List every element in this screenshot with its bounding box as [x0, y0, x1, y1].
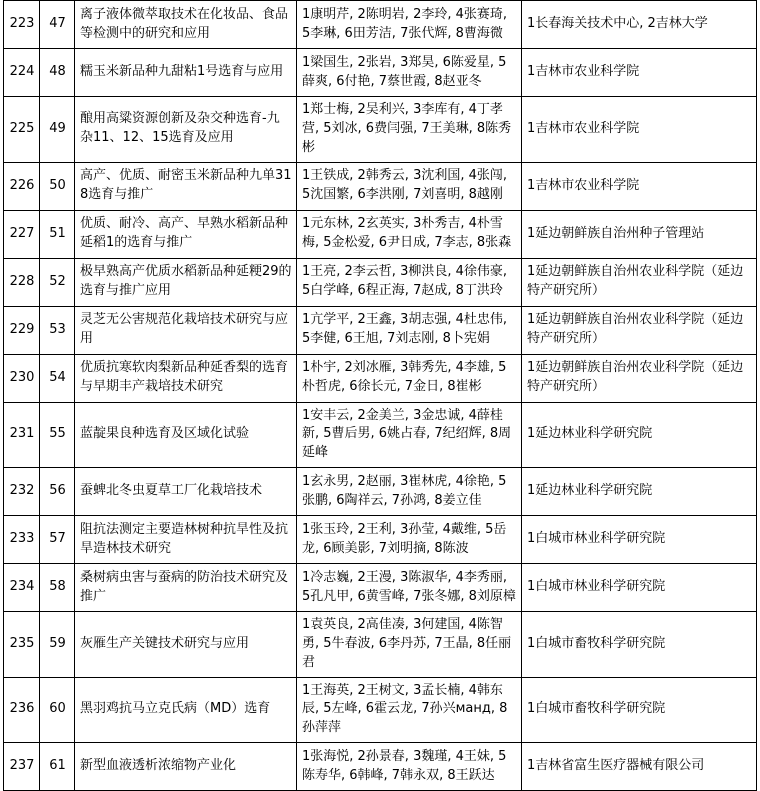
row-people: 1梁国生, 2张岩, 3郑昊, 6陈爱星, 5薛爽, 6付艳, 7蔡世霞, 8赵亚冬 — [297, 49, 522, 97]
table-row — [4, 306, 757, 354]
row-org: 1白城市林业科学研究院 — [522, 564, 757, 612]
row-people: 1袁英良, 2高佳凑, 3何建国, 4陈智勇, 5牛春波, 6李丹苏, 7王晶, 8任丽君 — [297, 612, 522, 678]
row-people: 1王海英, 2王树文, 3孟长楠, 4韩东辰, 5左峰, 6霍云龙, 7孙兴манд, 8孙萍萍 — [297, 677, 522, 743]
row-seq: 234 — [4, 564, 40, 612]
row-num: 56 — [40, 468, 75, 516]
row-people: 1郑士梅, 2吴利兴, 3李库有, 4丁孝营, 5刘冰, 6费闫强, 7王美琳, 8陈秀彬 — [297, 97, 522, 163]
row-seq: 233 — [4, 516, 40, 564]
table-row — [4, 564, 757, 612]
row-org: 1白城市畜牧科学研究院 — [522, 612, 757, 678]
row-num: 60 — [40, 677, 75, 743]
row-num: 53 — [40, 306, 75, 354]
row-title: 灰雁生产关键技术研究与应用 — [75, 612, 297, 678]
table-row — [4, 612, 757, 678]
row-title: 黑羽鸡抗马立克氏病（MD）选育 — [75, 677, 297, 743]
row-num: 49 — [40, 97, 75, 163]
row-seq: 231 — [4, 402, 40, 468]
row-seq: 229 — [4, 306, 40, 354]
row-title: 蚕蜱北冬虫夏草工厂化栽培技术 — [75, 468, 297, 516]
row-org: 1白城市林业科学研究院 — [522, 516, 757, 564]
table-row — [4, 210, 757, 258]
row-seq: 232 — [4, 468, 40, 516]
table-row — [4, 49, 757, 97]
row-org: 1延边朝鲜族自治州农业科学院（延边特产研究所） — [522, 306, 757, 354]
row-num: 59 — [40, 612, 75, 678]
table-row — [4, 743, 757, 791]
table-row — [4, 516, 757, 564]
row-num: 47 — [40, 1, 75, 49]
row-seq: 223 — [4, 1, 40, 49]
row-seq: 237 — [4, 743, 40, 791]
row-seq: 236 — [4, 677, 40, 743]
row-num: 57 — [40, 516, 75, 564]
row-org: 1白城市畜牧科学研究院 — [522, 677, 757, 743]
row-num: 52 — [40, 258, 75, 306]
row-seq: 230 — [4, 354, 40, 402]
table-row — [4, 468, 757, 516]
row-people: 1元东林, 2玄英实, 3朴秀吉, 4朴雪梅, 5金松爱, 6尹日成, 7李志, 8张森 — [297, 210, 522, 258]
row-people: 1朴宇, 2刘冰雁, 3韩秀先, 4李雄, 5朴哲虎, 6徐长元, 7金日, 8崔彬 — [297, 354, 522, 402]
table-body — [4, 1, 757, 791]
row-people: 1张海悦, 2孙景春, 3魏瑾, 4王妹, 5陈寿华, 6韩峰, 7韩永双, 8王跃达 — [297, 743, 522, 791]
row-people: 1冷志巍, 2王漫, 3陈淑华, 4李秀丽, 5孔凡甲, 6黄雪峰, 7张冬娜, 8刘原樟 — [297, 564, 522, 612]
row-title: 蓝靛果良种选育及区域化试验 — [75, 402, 297, 468]
row-title: 离子液体微萃取技术在化妆品、食品等检测中的研究和应用 — [75, 1, 297, 49]
row-num: 48 — [40, 49, 75, 97]
row-title: 阻抗法测定主要造林树种抗旱性及抗旱造林技术研究 — [75, 516, 297, 564]
row-title: 高产、优质、耐密玉米新品种九单318选育与推广 — [75, 162, 297, 210]
row-seq: 225 — [4, 97, 40, 163]
row-org: 1延边林业科学研究院 — [522, 468, 757, 516]
row-title: 酿用高粱资源创新及杂交种选育-九杂11、12、15选育及应用 — [75, 97, 297, 163]
row-title: 新型血液透析浓缩物产业化 — [75, 743, 297, 791]
row-people: 1安丰云, 2金美兰, 3金忠诚, 4薛桂新, 5曹后男, 6姚占春, 7纪绍辉, 8周延峰 — [297, 402, 522, 468]
row-people: 1张玉玲, 2王利, 3孙莹, 4戴维, 5岳龙, 6顾美影, 7刘明摘, 8陈波 — [297, 516, 522, 564]
row-seq: 228 — [4, 258, 40, 306]
row-org: 1吉林市农业科学院 — [522, 97, 757, 163]
row-seq: 226 — [4, 162, 40, 210]
table-row — [4, 1, 757, 49]
table-row — [4, 354, 757, 402]
row-people: 1康明芹, 2陈明岩, 2李玲, 4张赛琦, 5李琳, 6田芳洁, 7张代辉, 8曹海微 — [297, 1, 522, 49]
row-title: 极早熟高产优质水稻新品种延粳29的选育与推广应用 — [75, 258, 297, 306]
table-row — [4, 97, 757, 163]
row-num: 58 — [40, 564, 75, 612]
row-title: 糯玉米新品种九甜粘1号选育与应用 — [75, 49, 297, 97]
row-org: 1吉林省富生医疗器械有限公司 — [522, 743, 757, 791]
row-num: 61 — [40, 743, 75, 791]
row-num: 54 — [40, 354, 75, 402]
row-org: 1吉林市农业科学院 — [522, 49, 757, 97]
row-people: 1王铁成, 2韩秀云, 3沈利国, 4张闯, 5沈国繁, 6李洪刚, 7刘喜明, 8越刚 — [297, 162, 522, 210]
row-num: 51 — [40, 210, 75, 258]
row-people: 1亢学平, 2王鑫, 3胡志强, 4杜忠伟, 5李健, 6王旭, 7刘志刚, 8卜宪娟 — [297, 306, 522, 354]
row-people: 1王亮, 2李云哲, 3柳洪良, 4徐伟豪, 5白学峰, 6程正海, 7赵成, 8丁洪玲 — [297, 258, 522, 306]
table-row — [4, 677, 757, 743]
row-org: 1吉林市农业科学院 — [522, 162, 757, 210]
row-org: 1延边朝鲜族自治州农业科学院（延边特产研究所） — [522, 258, 757, 306]
table-row — [4, 258, 757, 306]
row-seq: 235 — [4, 612, 40, 678]
table-row — [4, 402, 757, 468]
row-title: 优质、耐冷、高产、早熟水稻新品种延稻1的选育与推广 — [75, 210, 297, 258]
row-org: 1延边朝鲜族自治州农业科学院（延边特产研究所） — [522, 354, 757, 402]
row-title: 桑树病虫害与蚕病的防治技术研究及推广 — [75, 564, 297, 612]
row-seq: 227 — [4, 210, 40, 258]
award-list-table — [3, 0, 757, 791]
table-row — [4, 162, 757, 210]
row-people: 1玄永男, 2赵丽, 3崔林虎, 4徐艳, 5 张鹏, 6陶祥云, 7孙鸿, 8姜立佳 — [297, 468, 522, 516]
row-org: 1延边朝鲜族自治州种子管理站 — [522, 210, 757, 258]
row-title: 灵芝无公害规范化栽培技术研究与应用 — [75, 306, 297, 354]
row-title: 优质抗寒软肉梨新品种延香梨的选育与早期丰产栽培技术研究 — [75, 354, 297, 402]
row-org: 1长春海关技术中心, 2吉林大学 — [522, 1, 757, 49]
row-org: 1延边林业科学研究院 — [522, 402, 757, 468]
row-num: 55 — [40, 402, 75, 468]
row-num: 50 — [40, 162, 75, 210]
row-seq: 224 — [4, 49, 40, 97]
